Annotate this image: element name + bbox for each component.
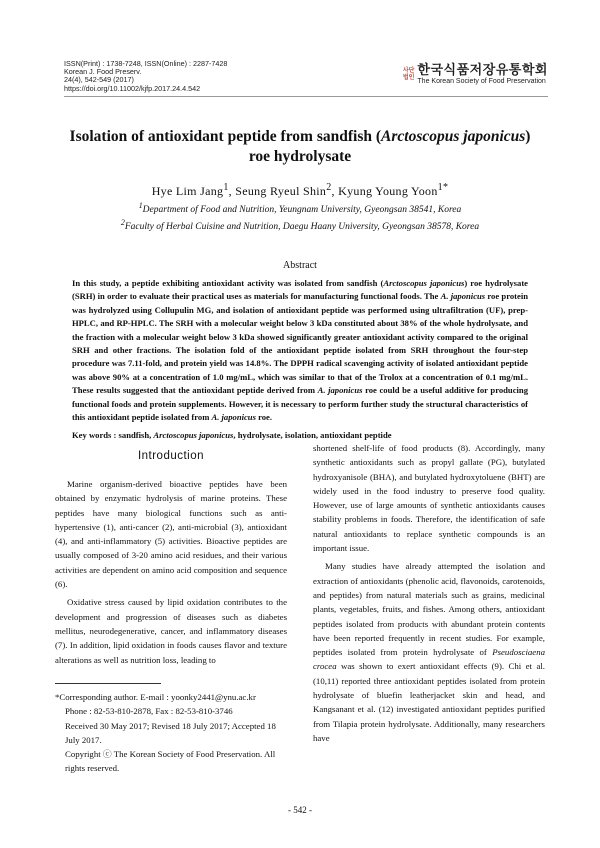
corresponding-author: *Corresponding author. E-mail : yoonky2441@ynu.ac.kr	[55, 692, 256, 702]
society-corp-mark: 사단 법인	[402, 68, 415, 81]
abstract-heading: Abstract	[283, 260, 317, 271]
issn-line: ISSN(Print) : 1738-7248, ISSN(Online) : 2287-7428	[64, 59, 228, 68]
paragraph: Oxidative stress caused by lipid oxidation contributes to the development and progression of diseases such as diabetes mellitus, neurodegenerative, cancer, and inflammatory diseases (7). In addition, lipid oxidation in foods causes flavor and texture alterations as well as nutrition loss, leading to	[55, 597, 287, 665]
abstract-body: In this study, a peptide exhibiting antioxidant activity was isolated from sandfish (Arctoscopus japonicus) roe hydrolysate (SRH) in order to evaluate their practical uses as materials for manufacturing functional foods. The A. japonicus roe protein was hydrolyzed using Collupulin MG, and isolation of antioxidant peptide was performed using ultrafiltration (UF), prep-HPLC, and RP-HPLC. The SRH with a molecular weight below 3 kDa constituted about 38% of the whole hydrolysate, and the fraction with a molecular weight below 3 kDa showed significantly greater antioxidant activity compared to the original SRH and other fractions. The isolation fold of the antioxidant peptide isolated from SRH throughout the four-step procedure was 7.11-fold, and protein yield was 14.8%. The DPPH radical scavenging activity of isolated antioxidant peptide was above 90% at a concentration of 1.0 mg/mL, which was similar to that of the Trolox at a concentration of 0.1 mg/mL. These results suggested that the antioxidant peptide derived from A. japonicus roe could be a useful additive for producing functional foods and protein supplements. However, it is necessary to perform further study the structural characteristics of this antioxidant peptide isolated from A. japonicus roe.	[72, 278, 529, 423]
paragraph: Many studies have already attempted the isolation and extraction of antioxidants (phenolic acid, flavonoids, carotenoids, and peptides) from natural materials such as grains, medicinal plants, vegetables, fruits, and fishes. Among others, antioxidant peptides isolated from products with abundant protein contents have been reported frequently in recent studies. For example, peptides isolated from protein hydrolysate of Pseudosciaena crocea was shown to exert antioxidant effects (9). Chi et al. (10,11) reported three antioxidant peptides isolated from protein hydrolysate of bluefin leatherjacket skin and head, and Kangsanant et al. (12) investigated antioxidant peptides purified from Tilapia protein hydrolysate. Additionally, many researchers have	[313, 561, 545, 743]
affiliations	[60, 200, 540, 233]
affiliation-2: $^2$Faculty of Herbal Cuisine and Nutrition, Daegu Haany University, Gyeongsan 38578, Korea	[120, 217, 480, 232]
accepted-date: July 2017.	[65, 734, 102, 745]
journal-meta	[64, 60, 227, 93]
keywords: Key words : sandfish, Arctoscopus japonicus, hydrolysate, isolation, antioxidant peptide	[72, 430, 392, 440]
copyright: Copyright ⓒ The Korean Society of Food Preservation. All	[65, 749, 276, 760]
doi-link[interactable]: https://doi.org/10.11002/kjfp.2017.24.4.542	[64, 83, 201, 93]
author-list: Hye Lim Jang$^1$, Seung Ryeul Shin$^2$, Kyung Young Yoon$^{1*}$	[151, 182, 449, 198]
page-number: - 542 -	[288, 805, 312, 815]
footnote-divider	[55, 683, 161, 684]
society-logo	[403, 63, 548, 86]
author-name: Kyung Young Yoon	[338, 184, 438, 198]
paragraph: shortened shelf-life of food products (8). Accordingly, many synthetic antioxidants such as propyl gallate (PG), butylated hydroxyanisole (BHA), and butylated hydroxytoluene (BHT) are widely used in the food industry to preserve food quality. However, use of large amounts of synthetic antioxidants causes stability problems in foods. Therefore, the identification of safe natural antioxidants to replace synthetic compounds is an important issue.	[313, 443, 545, 554]
author-name: Seung Ryeul Shin	[235, 184, 327, 198]
header-divider	[64, 96, 548, 97]
volume-line: 24(4), 542-549 (2017)	[64, 75, 134, 85]
left-column	[55, 449, 287, 671]
contact-numbers: Phone : 82-53-810-2878, Fax : 82-53-810-3746	[65, 706, 233, 717]
paragraph: Marine organism-derived bioactive peptides have been obtained by enzymatic hydrolysis of marine proteins. These peptides have many biological functions such as anti-hypertensive (1), anti-cancer (2), anti-microbial (3), antioxidant (4), and anti-inflammatory (5) activities. Bioactive peptides are usually composed of 3-20 amino acid residues, and their various activities are dependent on amino acid composition and sequence (6).	[55, 479, 287, 590]
affiliation-1: $^1$Department of Food and Nutrition, Yeungnam University, Gyeongsan 38541, Korea	[138, 201, 462, 216]
footnote	[55, 690, 287, 776]
paper-title: Isolation of antioxidant peptide from sandfish (Arctoscopus japonicus) roe hydrolysate	[69, 128, 531, 165]
society-name-korean: 한국식품저장유통학회	[417, 62, 548, 77]
journal-name-line: Korean J. Food Preserv.	[64, 67, 142, 77]
rights: rights reserved.	[65, 763, 120, 774]
received-dates: Received 30 May 2017; Revised 18 July 2017; Accepted 18	[65, 720, 276, 731]
society-name-english: The Korean Society of Food Preservation	[417, 78, 546, 85]
introduction-heading: Introduction	[137, 450, 205, 462]
right-column	[313, 441, 545, 749]
author-name: Hye Lim Jang	[151, 184, 224, 198]
